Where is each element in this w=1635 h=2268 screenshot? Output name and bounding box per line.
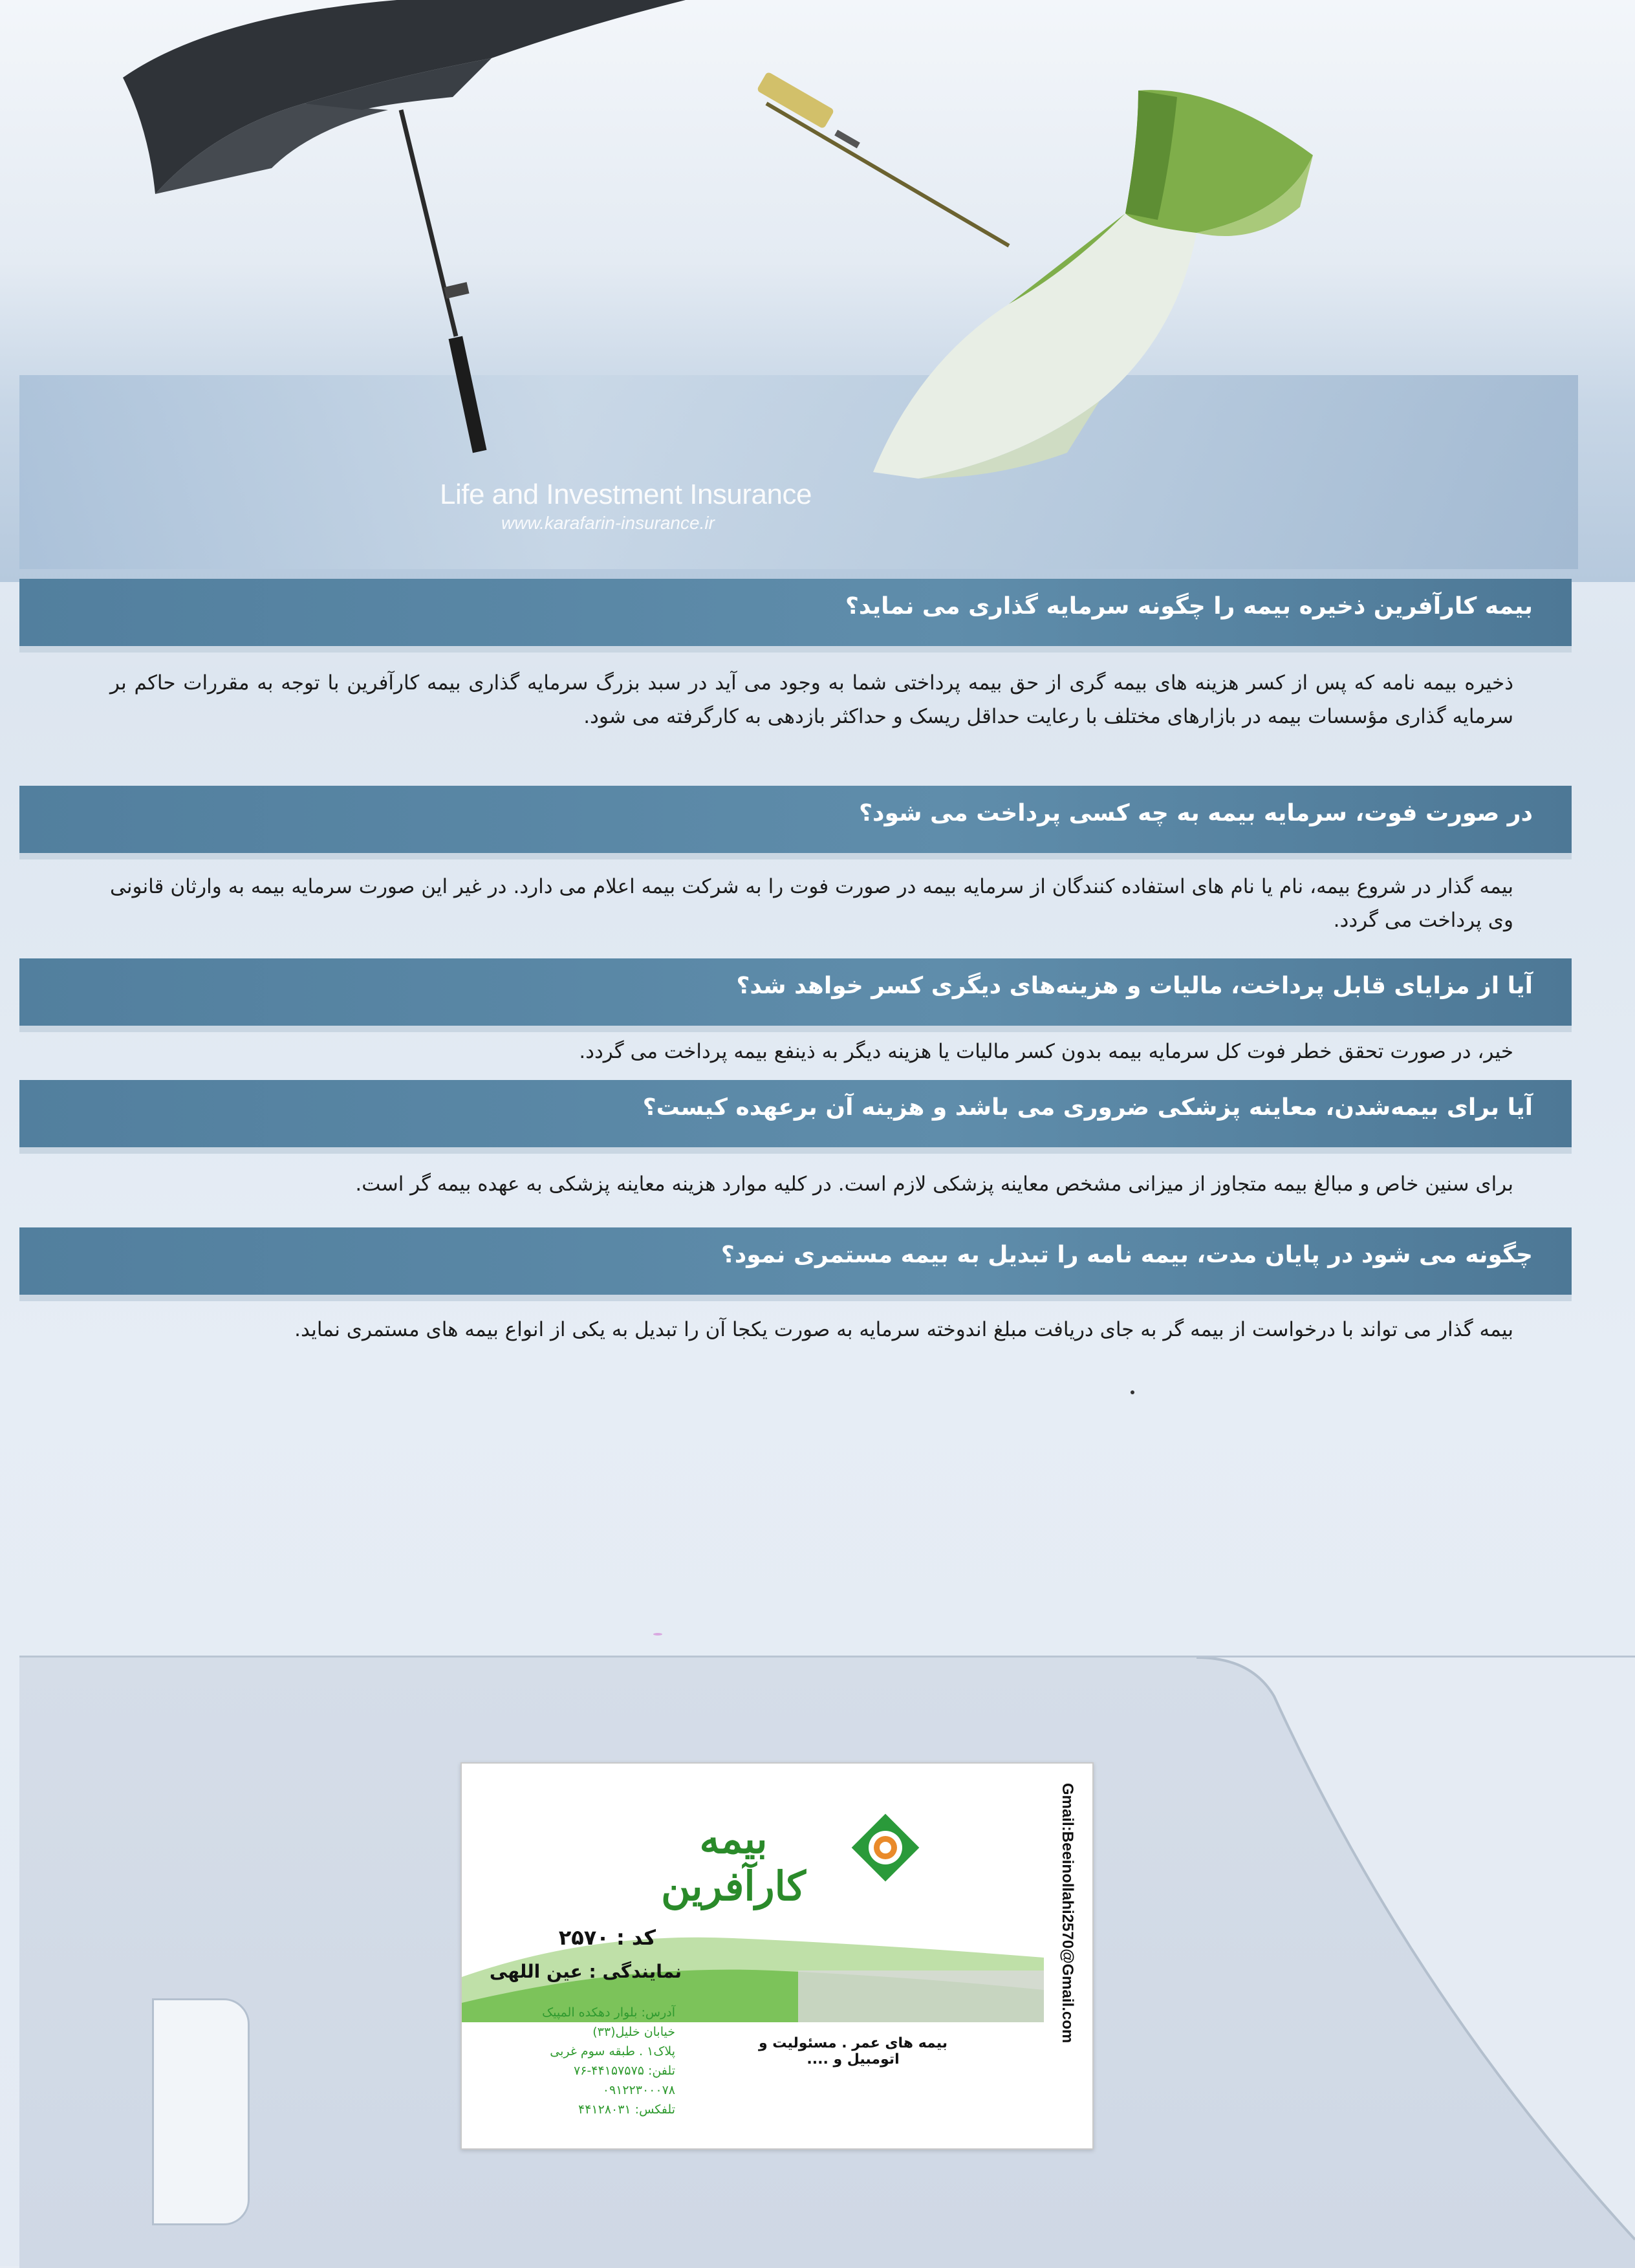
card-holder-slot: [152, 1998, 250, 2225]
card-services: بیمه های عمر . مسئولیت و اتومبیل و ....: [758, 2035, 948, 2068]
answer-5-text: بیمه گذار می تواند با درخواست از بیمه گر به جای دریافت مبلغ اندوخته سرمایه به صورت یکجا آن را تبدیل به یکی از انواع بیمه های مستمری نماید.: [294, 1318, 1513, 1341]
question-bar-2: [19, 786, 1572, 859]
print-speck: [1131, 1390, 1134, 1394]
answer-4-text: برای سنین خاص و مبالغ بیمه متجاوز از میزانی مشخص معاینه پزشکی لازم است. در کلیه موارد هزینه معاینه پزشکی به عهده بیمه گر است.: [355, 1172, 1513, 1196]
question-1-text: بیمه کارآفرین ذخیره بیمه را چگونه سرمایه گذاری می نماید؟: [845, 593, 1533, 620]
print-speck: [653, 1633, 662, 1636]
question-bar-4: [19, 1080, 1572, 1154]
answer-2-text: بیمه گذار در شروع بیمه، نام یا نام های استفاده کنندگان از سرمایه بیمه در صورت فوت را به شرکت بیمه اعلام می دارد. در غیر این صورت سرمایه بیمه به وارثان قانونی وی پرداخت می گردد.: [110, 875, 1513, 932]
card-agent-code: کد : ۲۵۷۰: [558, 1925, 656, 1950]
card-agent-name: نمایندگی : عین اللهی: [489, 1961, 682, 1982]
business-card: [460, 1762, 1094, 2150]
card-address-line: آدرس: بلوار دهکده المپیک: [542, 2005, 675, 2020]
brand-tagline: Life and Investment Insurance: [440, 479, 812, 510]
question-bar-3: [19, 958, 1572, 1032]
card-address-line: خیابان خلیل(۳۳): [592, 2025, 675, 2039]
card-company-name: بیمه کارآفرین: [661, 1815, 806, 1910]
card-mobile: ۰۹۱۲۲۳۰۰۰۷۸: [602, 2083, 675, 2097]
question-4-text: آیا برای بیمه‌شدن، معاینه پزشکی ضروری می باشد و هزینه آن برعهده کیست؟: [642, 1094, 1533, 1121]
question-3-text: آیا از مزایای قابل پرداخت، مالیات و هزینه‌های دیگری کسر خواهد شد؟: [736, 973, 1533, 999]
question-bar-5: [19, 1227, 1572, 1301]
answer-3-text: خیر، در صورت تحقق خطر فوت کل سرمایه بیمه بدون کسر مالیات یا هزینه دیگر به ذینفع بیمه پرداخت می گردد.: [579, 1040, 1513, 1063]
card-fax: تلفکس: ۴۴۱۲۸۰۳۱: [578, 2102, 675, 2117]
company-logo-icon: [850, 1812, 921, 1883]
card-phone: تلفن: ۴۴۱۵۷۵۷۵-۷۶: [573, 2064, 675, 2078]
question-5-text: چگونه می شود در پایان مدت، بیمه نامه را تبدیل به بیمه مستمری نمود؟: [720, 1242, 1533, 1268]
brand-website: www.karafarin-insurance.ir: [501, 513, 715, 533]
question-2-text: در صورت فوت، سرمایه بیمه به چه کسی پرداخت می شود؟: [859, 800, 1533, 826]
card-address-line: پلاک۱ . طبقه سوم غربی: [550, 2044, 675, 2058]
question-bar-1: [19, 579, 1572, 653]
card-email: Gmail:Beeinollahi2570@Gmail.com: [1059, 1783, 1076, 2044]
answer-1-text: ذخیره بیمه نامه که پس از کسر هزینه های بیمه گری از حق بیمه پرداختی شما به وجود می آید در سبد بزرگ سرمایه گذاری بیمه کارآفرین با توجه به مقررات حاکم بر سرمایه گذاری مؤسسات بیمه در بازارهای مختلف با رعایت حداقل ریسک و حداکثر بازدهی به کارگرفته می شود.: [110, 671, 1513, 728]
